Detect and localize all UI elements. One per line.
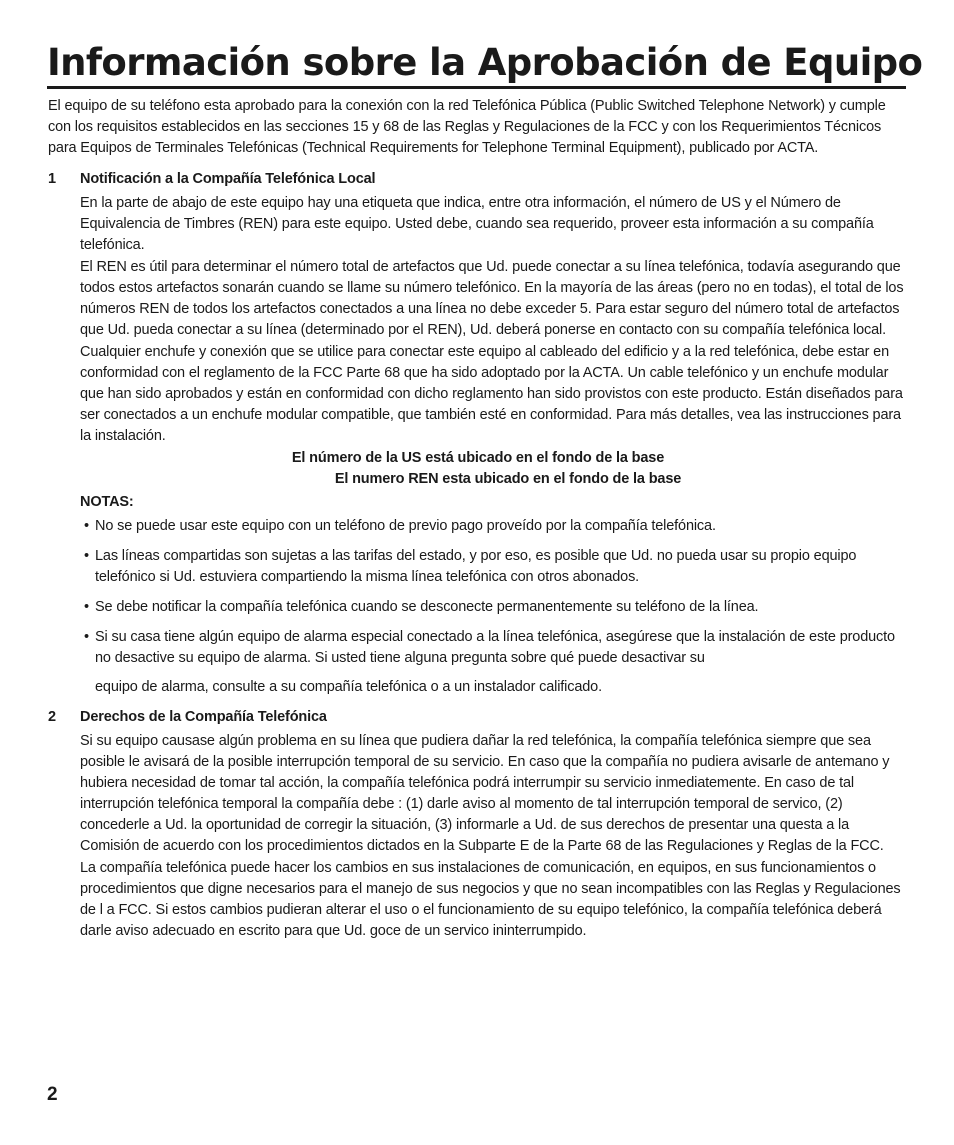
note-item [48, 597, 908, 618]
page-number: 2 [47, 1084, 58, 1105]
section-2-paragraph: Si su equipo causase algún problema en su línea que pudiera dañar la red telefónica, la compañía telefónica siempre que sea posible le avisará de la posible interrupción temporal de su servicio. En caso que la compañía no pudiera avisarle de antemano y hubiera necesidad de tomar tal acción, la compañía telefónica podrá interrumpir su servicio inmediatemente. En caso de tal interrupción telefónica temporal la compañía debe : (1) darle aviso al momento de tal interrupción temporal de servico, (2) concederle a Ud. la oportunidad de corregir la situación, (3) informarle a Ud. de sus derechos de presentar una questa a la Comisión de acuerdo con los procedimientos dictados en la Subparte E de la Parte 68 de las Regulaciones y Reglas de la FCC. [80, 733, 890, 854]
us-number-location: El número de la US está ubicado en el fondo de la base [291, 450, 665, 466]
section-1-paragraph: En la parte de abajo de este equipo hay una etiqueta que indica, entre otra información, el número de US y el Número de Equivalencia de Timbres (REN) para este equipo. Usted debe, cuando sea requerido, proveer esta información a su compañía telefónica. [80, 195, 874, 253]
title-block [47, 40, 923, 89]
document-body [48, 96, 908, 943]
notes-heading: NOTAS: [80, 494, 134, 510]
bullet-icon: • [84, 548, 89, 564]
note-item [48, 627, 908, 698]
section-2-heading [48, 707, 908, 728]
section-1-body [48, 193, 908, 447]
section-2-body [48, 731, 908, 942]
note-text: Las líneas compartidas son sujetas a las tarifas del estado, y por eso, es posible que Ud. no pueda usar su propio equipo telefónico si Ud. estuviera compartiendo la misma línea telefónica con otros abonados. [95, 548, 857, 585]
ren-number-location: El numero REN esta ubicado en el fondo de la base [334, 471, 682, 487]
note-text: No se puede usar este equipo con un teléfono de previo pago proveído por la compañía telefónica. [95, 518, 716, 534]
note-item [48, 546, 908, 588]
intro-paragraph: El equipo de su teléfono esta aprobado para la conexión con la red Telefónica Pública (Public Switched Telephone Network) y cumple con los requisitos establecidos en las secciones 15 y 68 de las Reglas y Regulaciones de la FCC y con los Requerimientos Técnicos para Equipos de Terminales Telefónicas (Technical Requirements for Telephone Terminal Equipment), publicado por ACTA. [48, 98, 886, 156]
note-text: Si su casa tiene algún equipo de alarma especial conectado a la línea telefónica, asegúrese que la instalación de este producto no desactive su equipo de alarma. Si usted tiene alguna pregunta sobre qué puede desactivar su [95, 629, 895, 666]
section-1-title: Notificación a la Compañía Telefónica Local [80, 171, 376, 187]
page-title: Información sobre la Aprobación de Equipo [47, 41, 923, 84]
note-item [48, 516, 908, 537]
section-2-paragraph: La compañía telefónica puede hacer los cambios en sus instalaciones de comunicación, en equipos, en sus funcionamientos o procedimientos que digne necesarios para el manejo de sus negocios y que no sean incompatibles con las Reglas y Regulaciones de l a FCC. Si estos cambios pudieran alterar el uso o el funcionamiento de su equipo telefónico, la compañía telefónica deberá darle aviso adecuado en escrito para que Ud. goce de un servico ininterrumpido. [80, 860, 901, 939]
note-continuation: equipo de alarma, consulte a su compañía telefónica o a un instalador calificado. [95, 679, 602, 695]
section-1-paragraph: Cualquier enchufe y conexión que se utilice para conectar este equipo al cableado del edificio y a la red telefónica, debe estar en conformidad con el reglamento de la FCC Parte 68 que ha sido adoptado por la ACTA. Un cable telefónico y un enchufe modular que han sido aprobados y están en conformidad con dicho reglamento han sido provistos con este producto. Están diseñados para ser conectados a un enchufe modular compatible, que también esté en conformidad. Para más detalles, vea las instrucciones para la instalación. [80, 344, 903, 444]
section-2-title: Derechos de la Compañía Telefónica [80, 709, 327, 725]
bullet-icon: • [84, 518, 89, 534]
section-1-number: 1 [48, 171, 56, 187]
note-text: Se debe notificar la compañía telefónica cuando se desconecte permanentemente su teléfono de la línea. [95, 599, 759, 615]
section-1-heading [48, 169, 908, 190]
section-2-number: 2 [48, 709, 56, 725]
section-1-paragraph: El REN es útil para determinar el número total de artefactos que Ud. puede conectar a su línea telefónica, todavía asegurando que todos estos artefactos sonarán cuando se llame su número telefónico. En la mayoría de las áreas (pero no en todas), el total de los números REN de todos los artefactos conectados a una línea no debe exceder 5. Para estar seguro del número total de artefactos que Ud. pueda conectar a su línea (determinado por el REN), Ud. deberá ponerse en contacto con su compañía telefónica local. [80, 259, 904, 338]
bullet-icon: • [84, 629, 89, 645]
bullet-icon: • [84, 599, 89, 615]
